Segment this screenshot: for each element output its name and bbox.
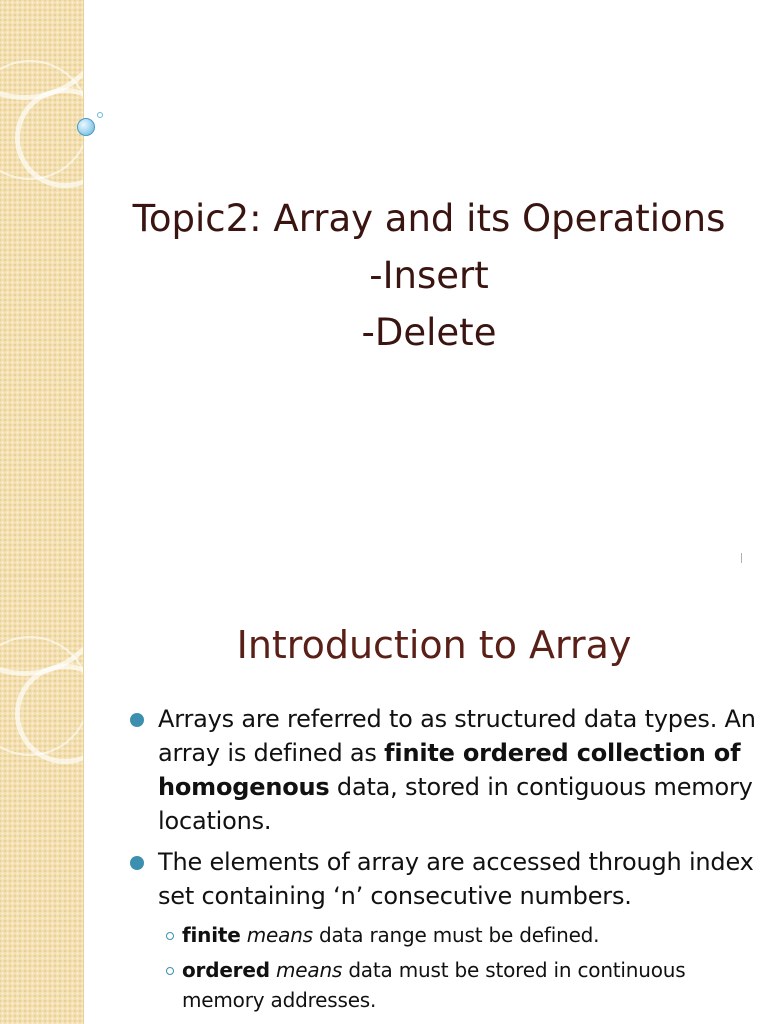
content-slide xyxy=(0,576,768,1024)
sidebar-edge xyxy=(83,0,84,576)
bullet-text-part: data, stored in contiguous memory locations. xyxy=(158,773,753,835)
bullet-text-bold: finite ordered collection of homogenous xyxy=(158,739,741,801)
sidebar-edge xyxy=(83,576,84,1024)
title-line: -Delete xyxy=(361,311,497,354)
bullet-text-part: Arrays are referred to as structured data types. An array is defined as xyxy=(158,705,756,767)
bullet-text xyxy=(158,702,758,838)
sub-bullet-rest: data must be stored in continuous memory addresses. xyxy=(182,958,686,1012)
bubble-icon xyxy=(77,118,95,136)
decorative-sidebar xyxy=(0,576,84,1024)
sub-bullet-bold: finite xyxy=(182,923,241,947)
slide-mark xyxy=(741,553,742,563)
title-line: -Insert xyxy=(369,254,489,297)
sub-bullet-italic: means xyxy=(276,958,343,982)
sub-bullet-bold: ordered xyxy=(182,958,270,982)
slide-title xyxy=(90,190,768,361)
bullet-icon xyxy=(130,713,144,727)
sub-bullet-italic: means xyxy=(246,923,313,947)
sub-bullet-text xyxy=(182,920,762,950)
title-line: Topic2: Array and its Operations xyxy=(132,197,726,240)
bubble-small-icon xyxy=(97,112,103,118)
sub-bullet-text xyxy=(182,955,762,1015)
slide-heading: Introduction to Array xyxy=(236,623,632,667)
sub-bullet-rest: data range must be defined. xyxy=(312,923,600,947)
decorative-sidebar xyxy=(0,0,84,576)
sub-bullet-icon xyxy=(166,967,174,975)
sub-bullet-icon xyxy=(166,932,174,940)
bullet-icon xyxy=(130,856,144,870)
bullet-text: The elements of array are accessed through index set containing ‘n’ consecutive numbers. xyxy=(158,848,754,910)
